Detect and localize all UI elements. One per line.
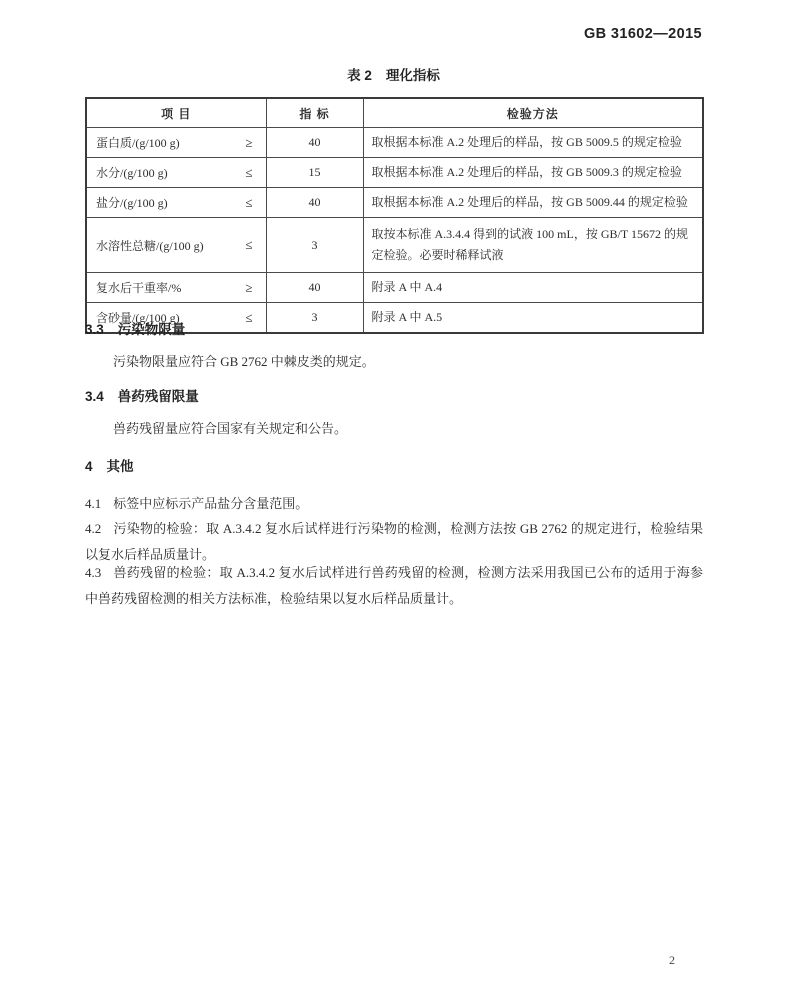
section-number: 3.4: [85, 389, 104, 404]
item-cell: [86, 188, 266, 218]
item-name: 水分/(g/100 g): [96, 166, 168, 180]
table-row: [86, 218, 703, 273]
table-header-row: [86, 98, 703, 128]
method-cell: 附录 A 中 A.4: [363, 273, 703, 303]
item-name: 水溶性总糖/(g/100 g): [96, 238, 204, 253]
item-cell: [86, 273, 266, 303]
index-value: 3: [266, 303, 363, 334]
chapter-number: 4: [85, 459, 93, 474]
index-value: 40: [266, 188, 363, 218]
chapter-heading-4: [85, 455, 702, 475]
comparison-symbol: ≤: [245, 164, 253, 180]
clause-text: 标签中应标示产品盐分含量范围。: [113, 496, 309, 511]
table-row: [86, 158, 703, 188]
clause-number: 4.3: [85, 565, 102, 580]
column-header-method: 检验方法: [363, 98, 703, 128]
section-body-3-3: 污染物限量应符合 GB 2762 中棘皮类的规定。: [113, 354, 375, 369]
index-value: 40: [266, 273, 363, 303]
method-cell: 取根据本标准 A.2 处理后的样品，按 GB 5009.44 的规定检验: [363, 188, 703, 218]
clause-number: 4.2: [85, 521, 102, 536]
section-heading-3-3: [85, 318, 702, 338]
comparison-symbol: ≥: [245, 134, 253, 150]
column-header-item: 项 目: [86, 98, 266, 128]
column-header-index: 指 标: [266, 98, 363, 128]
clause-4-3: [85, 560, 703, 612]
spec-table: [85, 97, 704, 334]
method-cell: 取根据本标准 A.2 处理后的样品，按 GB 5009.5 的规定检验: [363, 128, 703, 158]
comparison-symbol: ≤: [245, 237, 253, 252]
clause-text: 污染物的检验：取 A.3.4.2 复水后试样进行污染物的检测，检测方法按 GB 2762 的规定进行，检验结果以复水后样品质量计。: [85, 521, 703, 562]
comparison-symbol: ≤: [245, 309, 253, 325]
method-cell: 取根据本标准 A.2 处理后的样品，按 GB 5009.3 的规定检验: [363, 158, 703, 188]
method-cell: 取按本标准 A.3.4.4 得到的试液 100 mL，按 GB/T 15672 的规定检验。必要时稀释试液: [363, 218, 703, 273]
item-cell: [86, 158, 266, 188]
section-heading-3-4: [85, 385, 702, 405]
item-name: 含砂量/(g/100 g): [96, 311, 180, 325]
item-name: 盐分/(g/100 g): [96, 196, 168, 210]
spec-table-body: [86, 128, 703, 334]
method-cell: 附录 A 中 A.5: [363, 303, 703, 334]
comparison-symbol: ≥: [245, 279, 253, 295]
chapter-title: 其他: [106, 459, 134, 474]
item-name: 蛋白质/(g/100 g): [96, 136, 180, 150]
clause-text: 兽药残留的检验：取 A.3.4.2 复水后试样进行兽药残留的检测，检测方法采用我国已公布的适用于海参中兽药残留检测的相关方法标准，检验结果以复水后样品质量计。: [85, 565, 703, 606]
page-number: 2: [669, 953, 675, 967]
section-title: 兽药残留限量: [117, 389, 199, 404]
section-number: 3.3: [85, 322, 104, 337]
section-title: 污染物限量: [117, 322, 186, 337]
index-value: 15: [266, 158, 363, 188]
index-value: 3: [266, 218, 363, 273]
item-cell: [86, 218, 266, 273]
table-row: [86, 273, 703, 303]
index-value: 40: [266, 128, 363, 158]
comparison-symbol: ≤: [245, 194, 253, 210]
table-row: [86, 128, 703, 158]
table-title: [85, 64, 702, 84]
item-name: 复水后干重率/%: [96, 281, 182, 295]
clause-4-1: [85, 491, 703, 517]
clause-number: 4.1: [85, 496, 102, 511]
item-cell: [86, 128, 266, 158]
table-title-prefix: 表 2: [347, 68, 372, 83]
doc-number: GB 31602—2015: [583, 26, 702, 42]
table-title-text: 理化指标: [385, 68, 440, 83]
section-body-3-4: 兽药残留量应符合国家有关规定和公告。: [113, 421, 348, 436]
table-row: [86, 188, 703, 218]
